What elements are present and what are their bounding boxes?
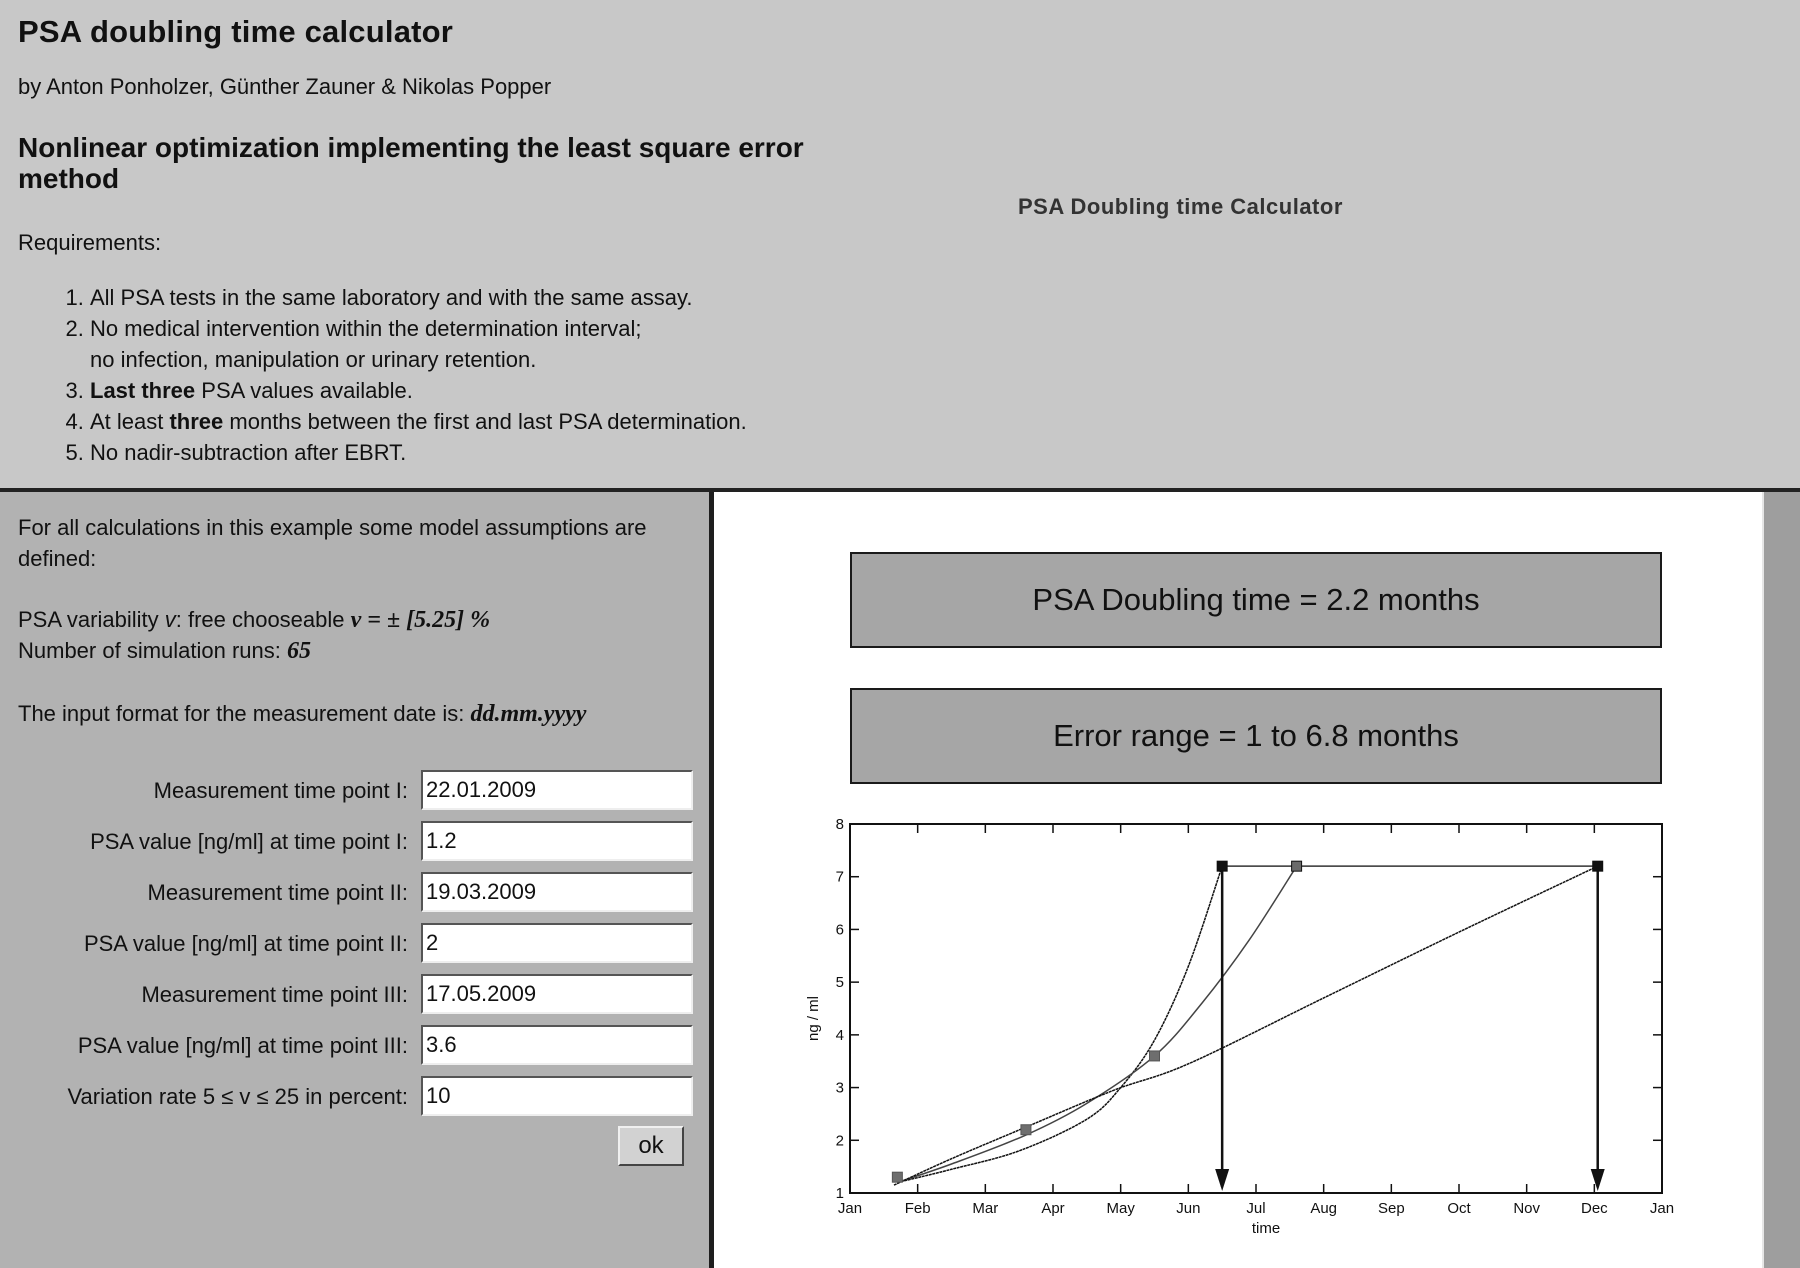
measured-point (892, 1172, 902, 1182)
y-tick-label: 3 (835, 1079, 844, 1097)
requirement-item: 1. All PSA tests in the same laboratory and with the same assay. (90, 282, 747, 313)
date-format-line: The input format for the measurement date is: dd.mm.yyyy (18, 701, 587, 727)
y-tick-label: 6 (835, 921, 844, 939)
form-row-time-1 (0, 770, 700, 810)
end-marker (1593, 861, 1603, 871)
doubling-time-result: PSA Doubling time = 2.2 months (850, 552, 1662, 648)
requirement-item: 4. At least three months between the first and last PSA determination. (90, 406, 747, 437)
simulation-runs-line: Number of simulation runs: 65 (18, 638, 311, 664)
x-tick-label: May (1106, 1200, 1135, 1217)
requirement-item: 3. Last three PSA values available. (90, 375, 747, 406)
method-subtitle: Nonlinear optimization implementing the least square error method (18, 132, 804, 194)
right-margin (1762, 492, 1800, 1268)
header-section (0, 0, 1800, 488)
simulation-runs-value: 65 (287, 638, 311, 664)
form-row-time-3 (0, 974, 700, 1014)
date-format-value: dd.mm.yyyy (470, 701, 587, 727)
variation-rate-input[interactable] (421, 1076, 693, 1116)
end-marker (1292, 861, 1302, 871)
x-tick-label: Nov (1513, 1200, 1541, 1217)
x-tick-label: Aug (1310, 1200, 1338, 1217)
assumptions-intro: For all calculations in this example some model assumptions are defined: (18, 515, 647, 571)
requirement-item: 2. No medical intervention within the determination interval; no infection, manipulation or urinary retention. (90, 313, 747, 375)
psa-1-label: PSA value [ng/ml] at time point I: (90, 829, 408, 854)
y-tick-label: 8 (835, 816, 844, 833)
x-tick-label: Apr (1041, 1200, 1065, 1217)
form-row-variation (0, 1076, 700, 1116)
y-axis-label: ng / ml (805, 995, 822, 1042)
end-marker (1217, 861, 1227, 871)
x-tick-label: Jan (1649, 1200, 1675, 1217)
form-row-time-2 (0, 872, 700, 912)
time-point-2-input[interactable] (421, 872, 693, 912)
requirements-label: Requirements: (18, 230, 162, 255)
variation-rate-label: Variation rate 5 ≤ v ≤ 25 in percent: (67, 1084, 408, 1109)
psa-2-label: PSA value [ng/ml] at time point II: (83, 931, 408, 956)
time-point-1-label: Measurement time point I: (153, 778, 408, 803)
requirement-item: 5. No nadir-subtraction after EBRT. (90, 437, 747, 468)
time-point-2-label: Measurement time point II: (147, 880, 408, 905)
time-point-3-label: Measurement time point III: (141, 982, 408, 1007)
measured-point (1021, 1125, 1031, 1135)
y-tick-label: 2 (835, 1132, 844, 1150)
form-row-psa-3 (0, 1025, 700, 1065)
x-axis-label: time (1251, 1220, 1281, 1237)
psa-chart (790, 800, 1690, 1260)
plot-area (850, 824, 1662, 1193)
x-tick-label: Sep (1377, 1200, 1405, 1217)
requirements-list (50, 282, 747, 468)
form-row-psa-2 (0, 923, 700, 963)
psa-2-input[interactable] (421, 923, 693, 963)
x-tick-label: Jun (1176, 1200, 1201, 1217)
y-tick-label: 4 (835, 1026, 844, 1044)
x-tick-label: Oct (1447, 1200, 1471, 1217)
variability-value: v = ± [5.25] % (350, 607, 491, 633)
x-tick-label: Jan (837, 1200, 863, 1217)
y-tick-label: 1 (835, 1185, 844, 1202)
measured-point (1150, 1051, 1160, 1061)
page-title: PSA doubling time calculator (18, 14, 454, 49)
form-row-psa-1 (0, 821, 700, 861)
x-tick-label: Jul (1246, 1200, 1266, 1217)
y-tick-label: 7 (835, 868, 844, 886)
calculator-title: PSA Doubling time Calculator (1018, 194, 1343, 219)
time-point-3-input[interactable] (421, 974, 693, 1014)
psa-3-input[interactable] (421, 1025, 693, 1065)
x-tick-label: Dec (1580, 1200, 1608, 1217)
psa-3-label: PSA value [ng/ml] at time point III: (77, 1033, 408, 1058)
authors: by Anton Ponholzer, Günther Zauner & Nikolas Popper (18, 74, 552, 99)
variability-line: PSA variability v: free chooseable v = ± [5.25] % (18, 607, 491, 633)
ok-button[interactable]: ok (618, 1126, 684, 1166)
x-tick-label: Mar (972, 1200, 999, 1217)
x-tick-label: Feb (904, 1200, 931, 1217)
y-tick-label: 5 (835, 974, 844, 992)
time-point-1-input[interactable] (421, 770, 693, 810)
psa-1-input[interactable] (421, 821, 693, 861)
error-range-result: Error range = 1 to 6.8 months (850, 688, 1662, 784)
